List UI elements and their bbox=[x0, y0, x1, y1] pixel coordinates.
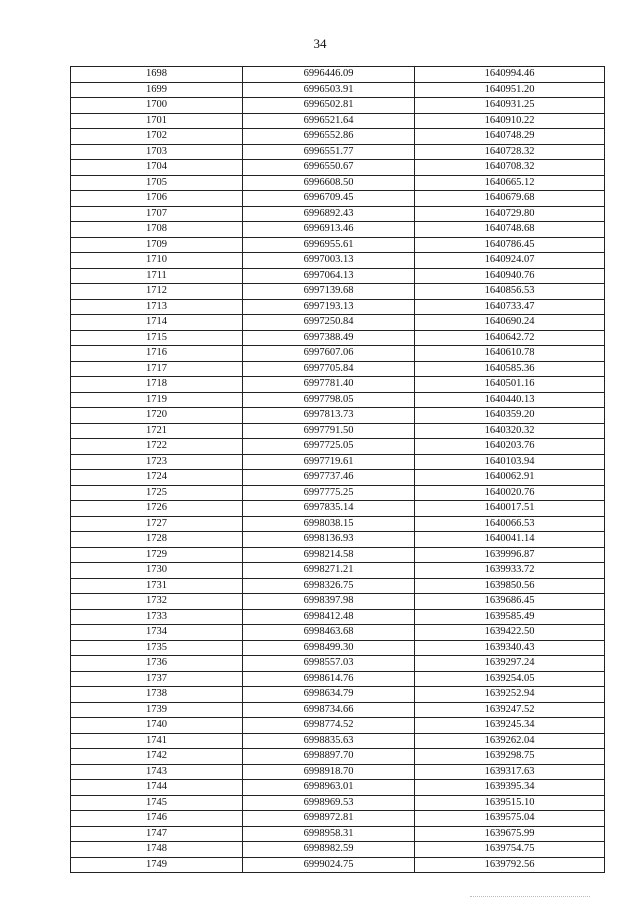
table-row bbox=[71, 361, 605, 377]
y-coordinate-cell: 1639422.50 bbox=[415, 625, 605, 641]
table-row bbox=[71, 532, 605, 548]
y-coordinate-cell: 1640748.68 bbox=[415, 222, 605, 238]
table-row bbox=[71, 640, 605, 656]
y-coordinate-cell: 1639262.04 bbox=[415, 733, 605, 749]
point-number-cell: 1736 bbox=[71, 656, 243, 672]
table-row bbox=[71, 284, 605, 300]
y-coordinate-cell: 1639247.52 bbox=[415, 702, 605, 718]
x-coordinate-cell: 6997064.13 bbox=[243, 268, 415, 284]
table-row bbox=[71, 842, 605, 858]
y-coordinate-cell: 1639575.04 bbox=[415, 811, 605, 827]
y-coordinate-cell: 1640729.80 bbox=[415, 206, 605, 222]
y-coordinate-cell: 1640994.46 bbox=[415, 67, 605, 83]
x-coordinate-cell: 6998963.01 bbox=[243, 780, 415, 796]
y-coordinate-cell: 1640440.13 bbox=[415, 392, 605, 408]
point-number-cell: 1744 bbox=[71, 780, 243, 796]
y-coordinate-cell: 1640041.14 bbox=[415, 532, 605, 548]
table-row bbox=[71, 377, 605, 393]
table-row bbox=[71, 609, 605, 625]
table-row bbox=[71, 795, 605, 811]
point-number-cell: 1726 bbox=[71, 501, 243, 517]
point-number-cell: 1705 bbox=[71, 175, 243, 191]
x-coordinate-cell: 6998214.58 bbox=[243, 547, 415, 563]
table-row bbox=[71, 299, 605, 315]
table-row bbox=[71, 144, 605, 160]
table-row bbox=[71, 485, 605, 501]
x-coordinate-cell: 6996503.91 bbox=[243, 82, 415, 98]
table-row bbox=[71, 594, 605, 610]
x-coordinate-cell: 6997798.05 bbox=[243, 392, 415, 408]
y-coordinate-cell: 1640708.32 bbox=[415, 160, 605, 176]
point-number-cell: 1747 bbox=[71, 826, 243, 842]
table-row bbox=[71, 749, 605, 765]
x-coordinate-cell: 6998969.53 bbox=[243, 795, 415, 811]
x-coordinate-cell: 6998835.63 bbox=[243, 733, 415, 749]
x-coordinate-cell: 6998958.31 bbox=[243, 826, 415, 842]
point-number-cell: 1699 bbox=[71, 82, 243, 98]
y-coordinate-cell: 1640786.45 bbox=[415, 237, 605, 253]
point-number-cell: 1714 bbox=[71, 315, 243, 331]
table-row bbox=[71, 501, 605, 517]
x-coordinate-cell: 6997193.13 bbox=[243, 299, 415, 315]
y-coordinate-cell: 1640665.12 bbox=[415, 175, 605, 191]
point-number-cell: 1735 bbox=[71, 640, 243, 656]
y-coordinate-cell: 1639340.43 bbox=[415, 640, 605, 656]
x-coordinate-cell: 6997719.61 bbox=[243, 454, 415, 470]
y-coordinate-cell: 1639317.63 bbox=[415, 764, 605, 780]
table-row bbox=[71, 175, 605, 191]
x-coordinate-cell: 6996608.50 bbox=[243, 175, 415, 191]
x-coordinate-cell: 6997813.73 bbox=[243, 408, 415, 424]
y-coordinate-cell: 1640690.24 bbox=[415, 315, 605, 331]
point-number-cell: 1733 bbox=[71, 609, 243, 625]
x-coordinate-cell: 6996913.46 bbox=[243, 222, 415, 238]
point-number-cell: 1738 bbox=[71, 687, 243, 703]
x-coordinate-cell: 6996955.61 bbox=[243, 237, 415, 253]
x-coordinate-cell: 6997725.05 bbox=[243, 439, 415, 455]
y-coordinate-cell: 1640728.32 bbox=[415, 144, 605, 160]
point-number-cell: 1739 bbox=[71, 702, 243, 718]
y-coordinate-cell: 1639252.94 bbox=[415, 687, 605, 703]
table-row bbox=[71, 82, 605, 98]
point-number-cell: 1716 bbox=[71, 346, 243, 362]
point-number-cell: 1720 bbox=[71, 408, 243, 424]
y-coordinate-cell: 1639245.34 bbox=[415, 718, 605, 734]
table-row bbox=[71, 687, 605, 703]
table-row bbox=[71, 516, 605, 532]
table-row bbox=[71, 671, 605, 687]
table-row bbox=[71, 470, 605, 486]
x-coordinate-cell: 6997250.84 bbox=[243, 315, 415, 331]
table-row bbox=[71, 563, 605, 579]
x-coordinate-cell: 6998412.48 bbox=[243, 609, 415, 625]
table-row bbox=[71, 330, 605, 346]
table-row bbox=[71, 237, 605, 253]
y-coordinate-cell: 1640610.78 bbox=[415, 346, 605, 362]
x-coordinate-cell: 6996551.77 bbox=[243, 144, 415, 160]
table-row bbox=[71, 857, 605, 873]
x-coordinate-cell: 6996550.67 bbox=[243, 160, 415, 176]
x-coordinate-cell: 6998972.81 bbox=[243, 811, 415, 827]
point-number-cell: 1749 bbox=[71, 857, 243, 873]
point-number-cell: 1741 bbox=[71, 733, 243, 749]
page-number: 34 bbox=[313, 36, 327, 51]
y-coordinate-cell: 1640856.53 bbox=[415, 284, 605, 300]
y-coordinate-cell: 1640501.16 bbox=[415, 377, 605, 393]
x-coordinate-cell: 6997607.06 bbox=[243, 346, 415, 362]
y-coordinate-cell: 1639933.72 bbox=[415, 563, 605, 579]
point-number-cell: 1717 bbox=[71, 361, 243, 377]
table-row bbox=[71, 826, 605, 842]
y-coordinate-cell: 1639675.99 bbox=[415, 826, 605, 842]
x-coordinate-cell: 6998136.93 bbox=[243, 532, 415, 548]
point-number-cell: 1734 bbox=[71, 625, 243, 641]
x-coordinate-cell: 6996521.64 bbox=[243, 113, 415, 129]
table-row bbox=[71, 98, 605, 114]
x-coordinate-cell: 6996892.43 bbox=[243, 206, 415, 222]
table-row bbox=[71, 439, 605, 455]
y-coordinate-cell: 1640679.68 bbox=[415, 191, 605, 207]
y-coordinate-cell: 1639850.56 bbox=[415, 578, 605, 594]
x-coordinate-cell: 6998614.76 bbox=[243, 671, 415, 687]
point-number-cell: 1715 bbox=[71, 330, 243, 346]
x-coordinate-cell: 6997781.40 bbox=[243, 377, 415, 393]
x-coordinate-cell: 6996502.81 bbox=[243, 98, 415, 114]
x-coordinate-cell: 6996709.45 bbox=[243, 191, 415, 207]
y-coordinate-cell: 1640951.20 bbox=[415, 82, 605, 98]
table-row bbox=[71, 718, 605, 734]
point-number-cell: 1713 bbox=[71, 299, 243, 315]
table-row bbox=[71, 656, 605, 672]
table-row bbox=[71, 733, 605, 749]
point-number-cell: 1708 bbox=[71, 222, 243, 238]
point-number-cell: 1731 bbox=[71, 578, 243, 594]
x-coordinate-cell: 6998499.30 bbox=[243, 640, 415, 656]
y-coordinate-cell: 1639515.10 bbox=[415, 795, 605, 811]
point-number-cell: 1728 bbox=[71, 532, 243, 548]
x-coordinate-cell: 6998397.98 bbox=[243, 594, 415, 610]
point-number-cell: 1719 bbox=[71, 392, 243, 408]
point-number-cell: 1703 bbox=[71, 144, 243, 160]
table-row bbox=[71, 547, 605, 563]
point-number-cell: 1698 bbox=[71, 67, 243, 83]
table-row bbox=[71, 811, 605, 827]
point-number-cell: 1729 bbox=[71, 547, 243, 563]
table-row bbox=[71, 206, 605, 222]
point-number-cell: 1700 bbox=[71, 98, 243, 114]
table-row bbox=[71, 392, 605, 408]
y-coordinate-cell: 1640203.76 bbox=[415, 439, 605, 455]
point-number-cell: 1743 bbox=[71, 764, 243, 780]
point-number-cell: 1724 bbox=[71, 470, 243, 486]
point-number-cell: 1710 bbox=[71, 253, 243, 269]
coordinates-table-body bbox=[71, 67, 605, 873]
y-coordinate-cell: 1640103.94 bbox=[415, 454, 605, 470]
point-number-cell: 1709 bbox=[71, 237, 243, 253]
y-coordinate-cell: 1640020.76 bbox=[415, 485, 605, 501]
y-coordinate-cell: 1640748.29 bbox=[415, 129, 605, 145]
table-row bbox=[71, 129, 605, 145]
x-coordinate-cell: 6997791.50 bbox=[243, 423, 415, 439]
point-number-cell: 1748 bbox=[71, 842, 243, 858]
table-row bbox=[71, 315, 605, 331]
coordinates-table bbox=[70, 66, 605, 873]
y-coordinate-cell: 1639754.75 bbox=[415, 842, 605, 858]
y-coordinate-cell: 1640642.72 bbox=[415, 330, 605, 346]
y-coordinate-cell: 1640940.76 bbox=[415, 268, 605, 284]
point-number-cell: 1712 bbox=[71, 284, 243, 300]
point-number-cell: 1730 bbox=[71, 563, 243, 579]
x-coordinate-cell: 6996552.86 bbox=[243, 129, 415, 145]
x-coordinate-cell: 6998918.70 bbox=[243, 764, 415, 780]
y-coordinate-cell: 1640585.36 bbox=[415, 361, 605, 377]
x-coordinate-cell: 6999024.75 bbox=[243, 857, 415, 873]
y-coordinate-cell: 1639686.45 bbox=[415, 594, 605, 610]
point-number-cell: 1740 bbox=[71, 718, 243, 734]
point-number-cell: 1737 bbox=[71, 671, 243, 687]
x-coordinate-cell: 6998326.75 bbox=[243, 578, 415, 594]
x-coordinate-cell: 6997775.25 bbox=[243, 485, 415, 501]
y-coordinate-cell: 1640924.07 bbox=[415, 253, 605, 269]
table-row bbox=[71, 160, 605, 176]
x-coordinate-cell: 6998038.15 bbox=[243, 516, 415, 532]
table-row bbox=[71, 764, 605, 780]
table-row bbox=[71, 253, 605, 269]
y-coordinate-cell: 1639792.56 bbox=[415, 857, 605, 873]
table-row bbox=[71, 222, 605, 238]
table-row bbox=[71, 408, 605, 424]
x-coordinate-cell: 6998271.21 bbox=[243, 563, 415, 579]
point-number-cell: 1742 bbox=[71, 749, 243, 765]
x-coordinate-cell: 6997139.68 bbox=[243, 284, 415, 300]
table-row bbox=[71, 702, 605, 718]
x-coordinate-cell: 6998463.68 bbox=[243, 625, 415, 641]
y-coordinate-cell: 1639395.34 bbox=[415, 780, 605, 796]
x-coordinate-cell: 6997835.14 bbox=[243, 501, 415, 517]
point-number-cell: 1725 bbox=[71, 485, 243, 501]
point-number-cell: 1722 bbox=[71, 439, 243, 455]
x-coordinate-cell: 6998982.59 bbox=[243, 842, 415, 858]
x-coordinate-cell: 6997003.13 bbox=[243, 253, 415, 269]
table-row bbox=[71, 113, 605, 129]
point-number-cell: 1701 bbox=[71, 113, 243, 129]
y-coordinate-cell: 1639996.87 bbox=[415, 547, 605, 563]
x-coordinate-cell: 6997705.84 bbox=[243, 361, 415, 377]
y-coordinate-cell: 1640733.47 bbox=[415, 299, 605, 315]
y-coordinate-cell: 1640359.20 bbox=[415, 408, 605, 424]
point-number-cell: 1706 bbox=[71, 191, 243, 207]
y-coordinate-cell: 1639298.75 bbox=[415, 749, 605, 765]
x-coordinate-cell: 6998557.03 bbox=[243, 656, 415, 672]
point-number-cell: 1702 bbox=[71, 129, 243, 145]
point-number-cell: 1707 bbox=[71, 206, 243, 222]
y-coordinate-cell: 1640910.22 bbox=[415, 113, 605, 129]
point-number-cell: 1723 bbox=[71, 454, 243, 470]
table-row bbox=[71, 423, 605, 439]
point-number-cell: 1732 bbox=[71, 594, 243, 610]
point-number-cell: 1746 bbox=[71, 811, 243, 827]
y-coordinate-cell: 1640066.53 bbox=[415, 516, 605, 532]
table-row bbox=[71, 454, 605, 470]
y-coordinate-cell: 1639254.05 bbox=[415, 671, 605, 687]
point-number-cell: 1727 bbox=[71, 516, 243, 532]
table-row bbox=[71, 268, 605, 284]
y-coordinate-cell: 1640320.32 bbox=[415, 423, 605, 439]
x-coordinate-cell: 6998897.70 bbox=[243, 749, 415, 765]
point-number-cell: 1711 bbox=[71, 268, 243, 284]
table-row bbox=[71, 346, 605, 362]
table-row bbox=[71, 780, 605, 796]
point-number-cell: 1721 bbox=[71, 423, 243, 439]
y-coordinate-cell: 1639297.24 bbox=[415, 656, 605, 672]
x-coordinate-cell: 6997388.49 bbox=[243, 330, 415, 346]
footer-rule bbox=[470, 896, 590, 897]
table-row bbox=[71, 578, 605, 594]
table-row bbox=[71, 67, 605, 83]
point-number-cell: 1704 bbox=[71, 160, 243, 176]
y-coordinate-cell: 1640062.91 bbox=[415, 470, 605, 486]
point-number-cell: 1718 bbox=[71, 377, 243, 393]
table-row bbox=[71, 625, 605, 641]
x-coordinate-cell: 6997737.46 bbox=[243, 470, 415, 486]
y-coordinate-cell: 1640931.25 bbox=[415, 98, 605, 114]
x-coordinate-cell: 6998734.66 bbox=[243, 702, 415, 718]
x-coordinate-cell: 6996446.09 bbox=[243, 67, 415, 83]
y-coordinate-cell: 1639585.49 bbox=[415, 609, 605, 625]
y-coordinate-cell: 1640017.51 bbox=[415, 501, 605, 517]
point-number-cell: 1745 bbox=[71, 795, 243, 811]
x-coordinate-cell: 6998774.52 bbox=[243, 718, 415, 734]
table-row bbox=[71, 191, 605, 207]
x-coordinate-cell: 6998634.79 bbox=[243, 687, 415, 703]
